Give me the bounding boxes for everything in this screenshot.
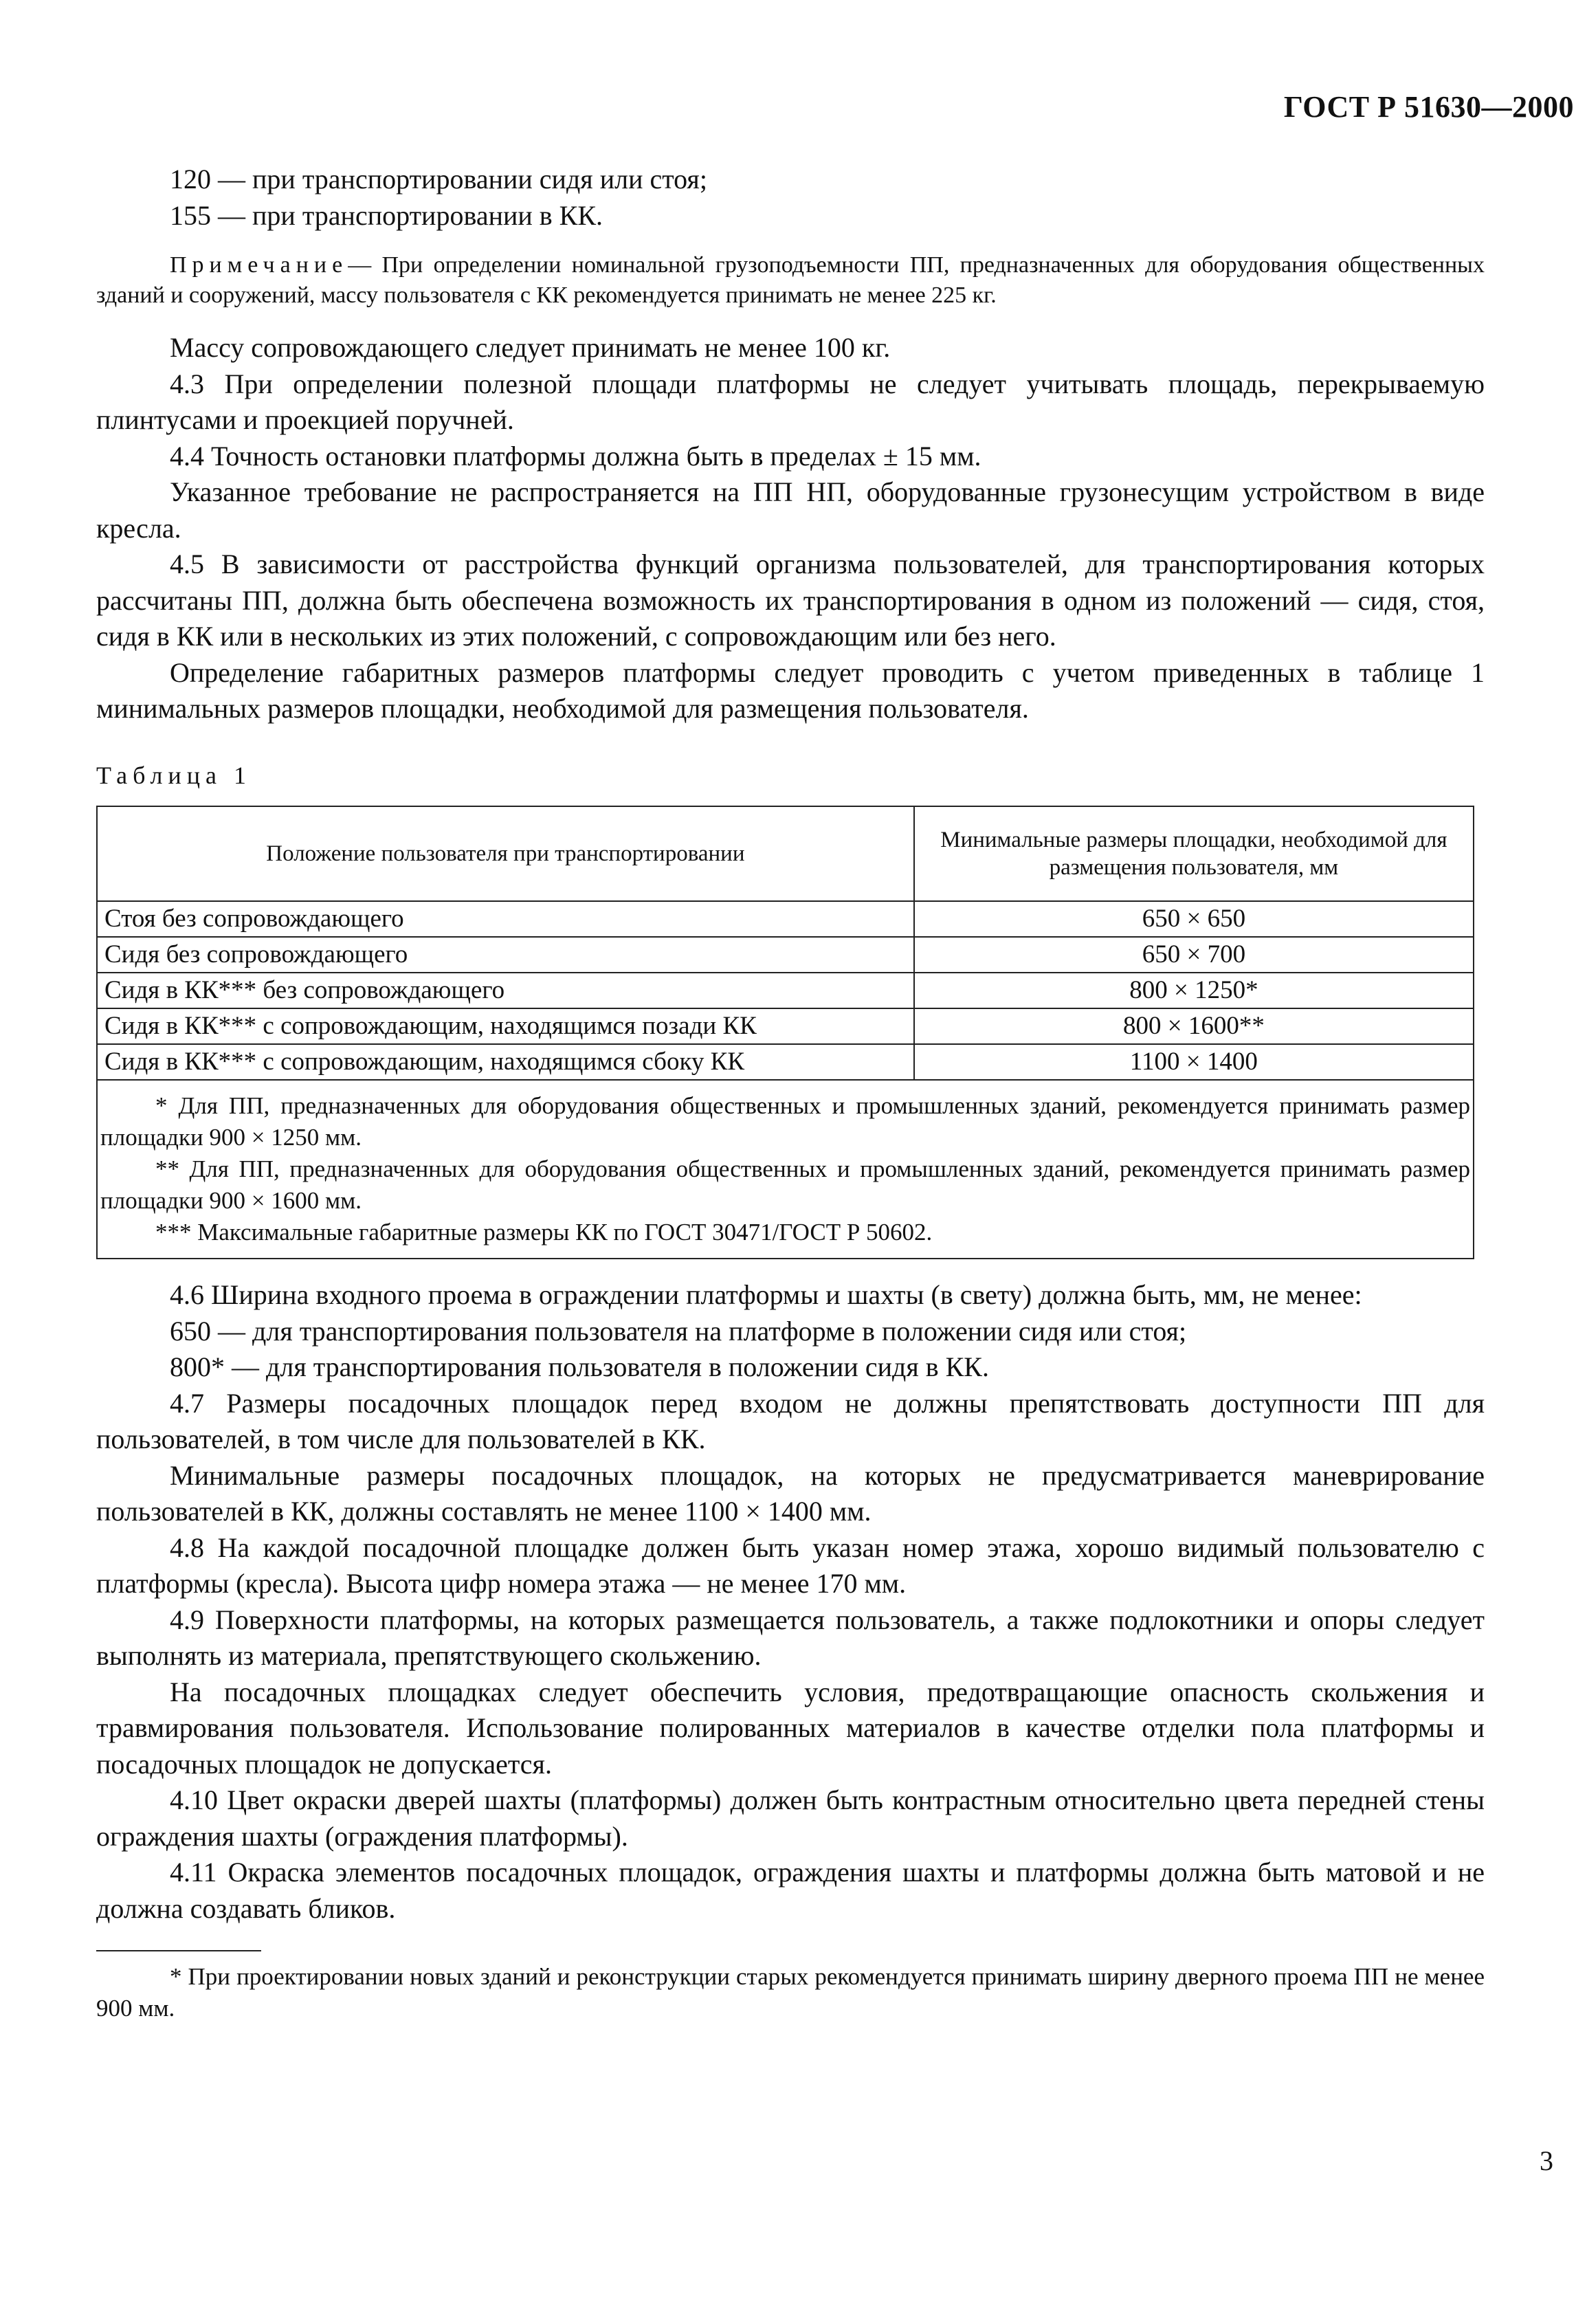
dimensions-table: [96, 806, 1474, 1259]
table-row: [97, 901, 1474, 937]
paragraph: 4.8 На каждой посадочной площадке должен быть указан номер этажа, хорошо видимый пользователю с платформы (кресла). Высота цифр номера этажа — не менее 170 мм.: [96, 1531, 1485, 1599]
document-header: ГОСТ Р 51630—2000: [1283, 90, 1574, 124]
table-cell: Сидя в КК*** с сопровождающим, находящимся сбоку КК: [97, 1044, 914, 1080]
note-text: — При определении номинальной грузоподъемности ПП, предназначенных для оборудования общественных зданий и сооружений, массу пользователя с КК рекомендуется принимать не менее 225 кг.: [96, 252, 1485, 308]
page-footnote: * При проектировании новых зданий и реконструкции старых рекомендуется принимать ширину дверного проема ПП не менее 900 мм.: [96, 1963, 1485, 2022]
table-cell: 650 × 650: [914, 901, 1474, 937]
paragraph: Определение габаритных размеров платформы следует проводить с учетом приведенных в таблице 1 минимальных размеров площадки, необходимой для размещения пользователя.: [96, 656, 1485, 724]
table-cell: Стоя без сопровождающего: [97, 901, 914, 937]
table-row: [97, 937, 1474, 973]
section-after-table: [96, 1277, 1485, 1927]
table-footnotes-row: [97, 1080, 1474, 1259]
footnote-divider: [96, 1950, 261, 1951]
paragraph: 4.11 Окраска элементов посадочных площадок, ограждения шахты и платформы должна быть матовой и не должна создавать бликов.: [96, 1857, 1485, 1924]
table-footnote: ** Для ПП, предназначенных для оборудования общественных и промышленных зданий, рекомендуется принимать размер площадки 900 × 1600 мм.: [100, 1155, 1470, 1214]
paragraph: 120 — при транспортировании сидя или стоя;: [170, 164, 707, 195]
table-footnote: * Для ПП, предназначенных для оборудования общественных и промышленных зданий, рекомендуется принимать размер площадки 900 × 1250 мм.: [100, 1092, 1470, 1151]
paragraph: 4.6 Ширина входного проема в ограждении платформы и шахты (в свету) должна быть, мм, не менее:: [170, 1279, 1362, 1310]
document-body: [96, 162, 1485, 2024]
table-cell: 800 × 1600**: [914, 1008, 1474, 1044]
table-caption: Таблица 1: [96, 761, 252, 789]
table-cell: 800 × 1250*: [914, 973, 1474, 1008]
table-cell: 650 × 700: [914, 937, 1474, 973]
note: [96, 250, 1485, 311]
paragraph: 4.5 В зависимости от расстройства функций организма пользователей, для транспортирования которых рассчитаны ПП, должна быть обеспечена возможность их транспортирования в одном из положений — сидя, стоя, сидя в КК или в нескольких из этих положений, с сопровождающим или без него.: [96, 549, 1485, 652]
table-footnotes: [97, 1080, 1474, 1259]
paragraph: Указанное требование не распространяется на ПП НП, оборудованные грузонесущим устройством в виде кресла.: [96, 476, 1485, 544]
table-cell: Сидя без сопровождающего: [97, 937, 914, 973]
table-cell: Сидя в КК*** без сопровождающего: [97, 973, 914, 1008]
paragraph: Массу сопровождающего следует принимать не менее 100 кг.: [170, 332, 891, 363]
paragraph: 155 — при транспортировании в КК.: [170, 199, 603, 231]
table-header-cell: Положение пользователя при транспортировании: [97, 806, 914, 901]
table-cell: Сидя в КК*** с сопровождающим, находящимся позади КК: [97, 1008, 914, 1044]
paragraph: 4.10 Цвет окраски дверей шахты (платформы) должен быть контрастным относительно цвета передней стены ограждения шахты (ограждения платформы).: [96, 1784, 1485, 1852]
page-number: 3: [1540, 2145, 1553, 2176]
table-row: [97, 1008, 1474, 1044]
paragraph: 650 — для транспортирования пользователя на платформе в положении сидя или стоя;: [170, 1315, 1187, 1347]
table-header-cell: Минимальные размеры площадки, необходимой для размещения пользователя, мм: [914, 806, 1474, 901]
paragraph: На посадочных площадках следует обеспечить условия, предотвращающие опасность скольжения и травмирования пользователя. Использование полированных материалов в качестве отделки пола платформы и посадочных площадок не допускается.: [96, 1676, 1485, 1780]
paragraph: Минимальные размеры посадочных площадок, на которых не предусматривается маневрирование пользователей в КК, должны составлять не менее 1100 × 1400 мм.: [96, 1459, 1485, 1527]
table-footnote: *** Максимальные габаритные размеры КК по ГОСТ 30471/ГОСТ Р 50602.: [155, 1219, 933, 1246]
paragraph: 4.7 Размеры посадочных площадок перед входом не должны препятствовать доступности ПП для пользователей, в том числе для пользователей в КК.: [96, 1387, 1485, 1454]
table-row: [97, 973, 1474, 1008]
paragraph: 4.9 Поверхности платформы, на которых размещается пользователь, а также подлокотники и опоры следует выполнять из материала, препятствующего скольжению.: [96, 1604, 1485, 1671]
note-label: Примечание: [170, 252, 348, 278]
paragraph: 4.4 Точность остановки платформы должна быть в пределах ± 15 мм.: [170, 440, 981, 472]
paragraph: 4.3 При определении полезной площади платформы не следует учитывать площадь, перекрываемую плинтусами и проекцией поручней.: [96, 368, 1485, 435]
table-row: [97, 1044, 1474, 1080]
paragraph: 800* — для транспортирования пользователя в положении сидя в КК.: [170, 1351, 989, 1382]
table-header-row: [97, 806, 1474, 901]
table-cell: 1100 × 1400: [914, 1044, 1474, 1080]
